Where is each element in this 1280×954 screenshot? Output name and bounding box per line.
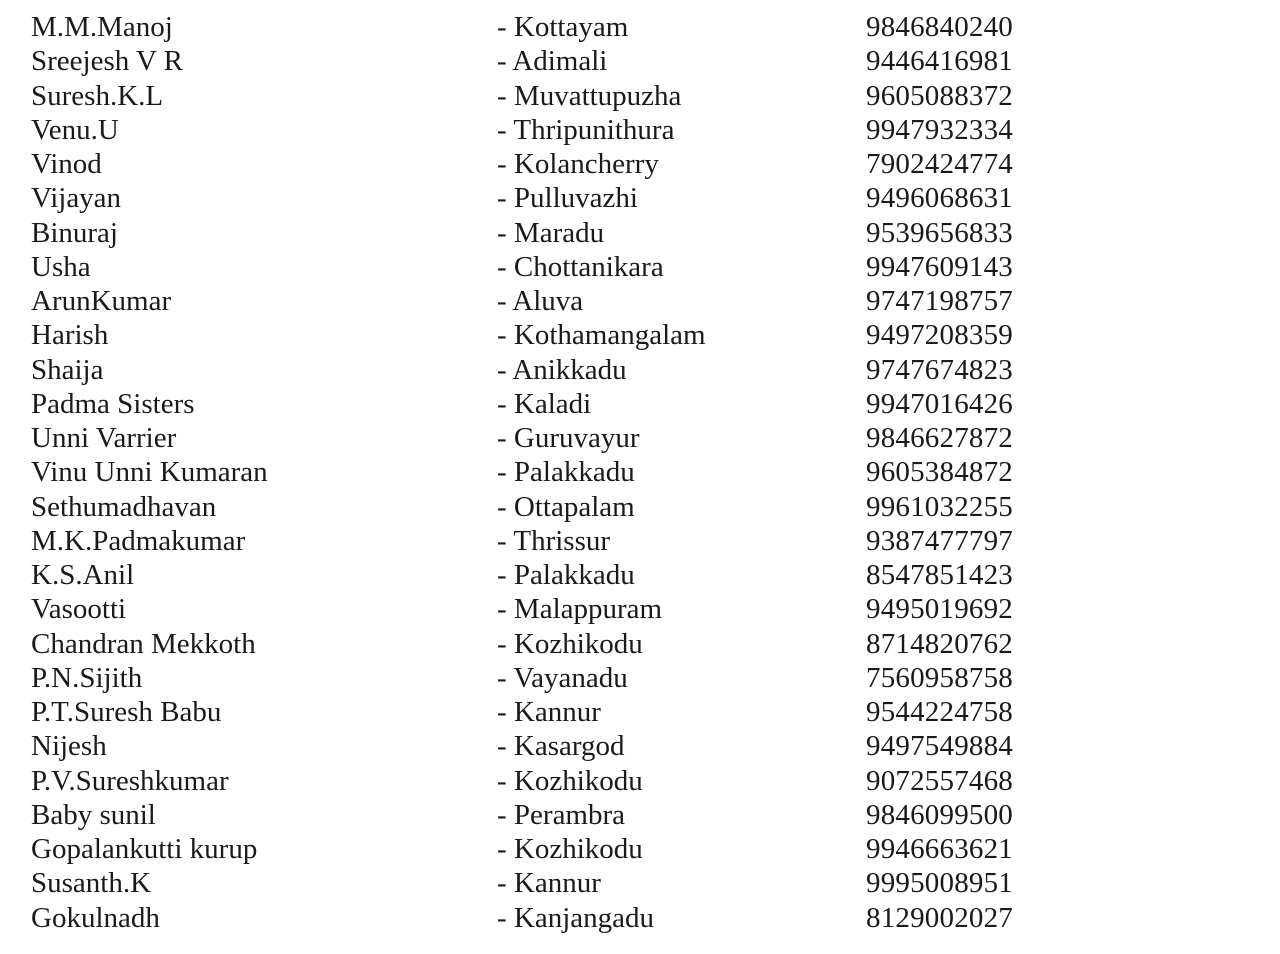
contact-place: - Malappuram xyxy=(497,593,663,626)
contact-place: - Anikkadu xyxy=(497,353,627,386)
contact-name: P.N.Sijith xyxy=(31,661,143,694)
contact-name: M.K.Padmakumar xyxy=(31,524,246,557)
contact-list xyxy=(0,10,1280,935)
contact-phone: 9605384872 xyxy=(866,456,1013,489)
contact-name: P.V.Sureshkumar xyxy=(31,764,229,797)
contact-phone: 9995008951 xyxy=(866,867,1013,900)
contact-phone: 8129002027 xyxy=(866,901,1013,934)
contact-row xyxy=(0,455,1280,489)
contact-phone: 9495019692 xyxy=(866,593,1013,626)
contact-place: - Maradu xyxy=(497,216,605,249)
contact-row xyxy=(0,832,1280,866)
contact-phone: 9539656833 xyxy=(866,216,1013,249)
contact-row xyxy=(0,524,1280,558)
contact-place: - Kothamangalam xyxy=(497,319,706,352)
contact-row xyxy=(0,10,1280,44)
contact-place: - Kannur xyxy=(497,867,601,900)
contact-place: - Ottapalam xyxy=(497,490,635,523)
contact-name: Unni Varrier xyxy=(31,422,177,454)
contact-place: - Kanjangadu xyxy=(497,901,655,934)
contact-name: P.T.Suresh Babu xyxy=(31,696,222,728)
contact-row xyxy=(0,490,1280,524)
contact-place: - Kasargod xyxy=(497,730,625,763)
contact-place: - Chottanikara xyxy=(497,250,664,283)
contact-row xyxy=(0,661,1280,695)
contact-name: Sreejesh V R xyxy=(31,45,183,78)
contact-phone: 9947609143 xyxy=(866,250,1013,283)
contact-name: Nijesh xyxy=(31,730,107,763)
contact-row xyxy=(0,901,1280,935)
contact-phone: 7560958758 xyxy=(866,661,1013,694)
contact-place: - Thripunithura xyxy=(497,113,675,146)
contact-phone: 9747674823 xyxy=(866,353,1013,386)
contact-name: Vijayan xyxy=(31,182,122,215)
contact-place: - Kozhikodu xyxy=(497,833,643,865)
contact-name: Vinu Unni Kumaran xyxy=(31,456,268,489)
contact-phone: 9846627872 xyxy=(866,422,1013,454)
contact-name: Gopalankutti kurup xyxy=(31,833,258,865)
contact-place: - Kaladi xyxy=(497,387,592,420)
contact-name: Usha xyxy=(31,250,91,283)
contact-place: - Pulluvazhi xyxy=(497,182,638,215)
contact-phone: 9446416981 xyxy=(866,45,1013,78)
contact-place: - Palakkadu xyxy=(497,559,635,591)
contact-row xyxy=(0,113,1280,147)
contact-phone: 9846840240 xyxy=(866,11,1013,43)
contact-row xyxy=(0,729,1280,763)
contact-row xyxy=(0,353,1280,387)
contact-row xyxy=(0,181,1280,215)
contact-row xyxy=(0,764,1280,798)
contact-row xyxy=(0,318,1280,352)
contact-row xyxy=(0,147,1280,181)
contact-name: Gokulnadh xyxy=(31,901,160,934)
contact-phone: 9605088372 xyxy=(866,79,1013,112)
contact-name: Vinod xyxy=(31,148,102,180)
contact-phone: 8714820762 xyxy=(866,627,1013,660)
contact-place: - Kolancherry xyxy=(497,148,659,180)
contact-name: Sethumadhavan xyxy=(31,490,217,523)
contact-place: - Kottayam xyxy=(497,11,629,43)
contact-name: Susanth.K xyxy=(31,867,152,900)
contact-phone: 9496068631 xyxy=(866,182,1013,215)
contact-place: - Muvattupuzha xyxy=(497,79,682,112)
contact-row xyxy=(0,44,1280,78)
contact-phone: 7902424774 xyxy=(866,148,1013,180)
contact-row xyxy=(0,592,1280,626)
contact-name: Vasootti xyxy=(31,593,127,626)
contact-name: Suresh.K.L xyxy=(31,79,164,112)
contact-row xyxy=(0,387,1280,421)
contact-row xyxy=(0,284,1280,318)
contact-row xyxy=(0,421,1280,455)
contact-name: Padma Sisters xyxy=(31,387,195,420)
contact-phone: 9846099500 xyxy=(866,798,1013,831)
contact-row xyxy=(0,798,1280,832)
contact-phone: 9497208359 xyxy=(866,319,1013,352)
contact-row xyxy=(0,695,1280,729)
contact-phone: 9072557468 xyxy=(866,764,1013,797)
contact-place: - Adimali xyxy=(497,45,608,78)
contact-row xyxy=(0,866,1280,900)
contact-phone: 9947932334 xyxy=(866,113,1013,146)
contact-name: ArunKumar xyxy=(31,285,172,317)
contact-row xyxy=(0,79,1280,113)
contact-place: - Kozhikodu xyxy=(497,764,643,797)
contact-name: Venu.U xyxy=(31,113,119,146)
contact-place: - Thrissur xyxy=(497,524,611,557)
contact-phone: 8547851423 xyxy=(866,559,1013,591)
contact-name: M.M.Manoj xyxy=(31,11,173,43)
contact-phone: 9497549884 xyxy=(866,730,1013,763)
contact-phone: 9947016426 xyxy=(866,387,1013,420)
contact-place: - Palakkadu xyxy=(497,456,635,489)
contact-place: - Aluva xyxy=(497,285,584,317)
contact-place: - Vayanadu xyxy=(497,661,628,694)
contact-name: Binuraj xyxy=(31,216,118,249)
contact-row xyxy=(0,558,1280,592)
contact-row xyxy=(0,250,1280,284)
contact-place: - Perambra xyxy=(497,798,626,831)
contact-name: Shaija xyxy=(31,353,104,386)
contact-phone: 9387477797 xyxy=(866,524,1013,557)
contact-name: Baby sunil xyxy=(31,798,156,831)
contact-phone: 9961032255 xyxy=(866,490,1013,523)
contact-phone: 9946663621 xyxy=(866,833,1013,865)
contact-phone: 9747198757 xyxy=(866,285,1013,317)
contact-name: Chandran Mekkoth xyxy=(31,627,256,660)
contact-place: - Guruvayur xyxy=(497,422,640,454)
contact-place: - Kozhikodu xyxy=(497,627,643,660)
contact-name: Harish xyxy=(31,319,109,352)
contact-phone: 9544224758 xyxy=(866,696,1013,728)
contact-row xyxy=(0,627,1280,661)
contact-place: - Kannur xyxy=(497,696,601,728)
contact-row xyxy=(0,216,1280,250)
contact-name: K.S.Anil xyxy=(31,559,135,591)
